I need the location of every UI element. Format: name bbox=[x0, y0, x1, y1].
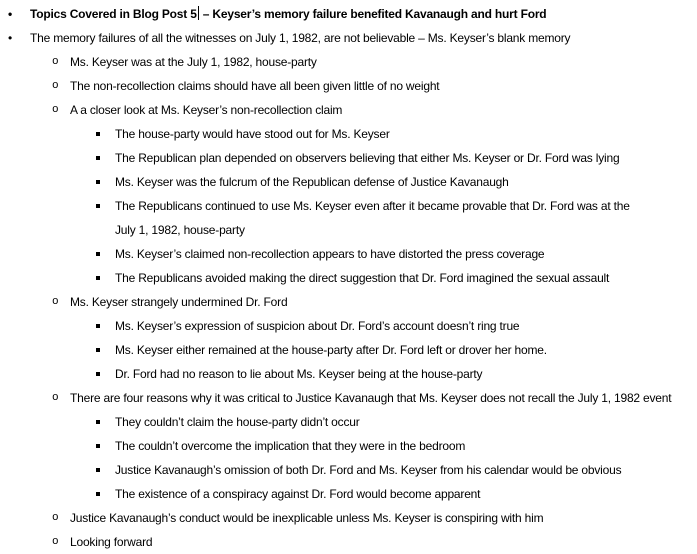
outline-item-text[interactable]: Looking forward bbox=[70, 535, 153, 549]
outline-item bbox=[0, 146, 697, 170]
outline-item bbox=[0, 338, 697, 362]
blog-post-outline bbox=[0, 2, 697, 554]
square-bullet-icon bbox=[96, 444, 100, 448]
square-bullet-icon bbox=[96, 204, 100, 208]
square-bullet-icon bbox=[96, 180, 100, 184]
outline-item-text[interactable]: Dr. Ford had no reason to lie about Ms. Keyser being at the house-party bbox=[115, 367, 483, 381]
square-bullet-icon bbox=[96, 156, 100, 160]
outline-item bbox=[0, 26, 697, 50]
outline-item-text[interactable]: Ms. Keyser’s expression of suspicion about Dr. Ford’s account doesn’t ring true bbox=[115, 319, 520, 333]
outline-item-text[interactable]: Justice Kavanaugh’s conduct would be inexplicable unless Ms. Keyser is conspiring with him bbox=[70, 511, 544, 525]
outline-item-text[interactable]: Ms. Keyser was the fulcrum of the Republican defense of Justice Kavanaugh bbox=[115, 175, 509, 189]
square-bullet-icon bbox=[96, 252, 100, 256]
outline-item-text[interactable] bbox=[115, 194, 630, 242]
outline-item-text[interactable]: Ms. Keyser strangely undermined Dr. Ford bbox=[70, 295, 288, 309]
outline-item-text[interactable]: The non-recollection claims should have all been given little of no weight bbox=[70, 79, 440, 93]
text-after-cursor[interactable]: – Keyser’s memory failure benefited Kavanaugh and hurt Ford bbox=[199, 7, 547, 21]
outline-item bbox=[0, 410, 697, 434]
outline-item-text[interactable] bbox=[30, 7, 546, 21]
outline-item-text[interactable]: Ms. Keyser was at the July 1, 1982, house-party bbox=[70, 55, 317, 69]
circle-bullet-icon: o bbox=[52, 80, 59, 92]
circle-bullet-icon: o bbox=[52, 392, 59, 404]
square-bullet-icon bbox=[96, 348, 100, 352]
outline-item bbox=[0, 362, 697, 386]
outline-item-text[interactable]: The house-party would have stood out for Ms. Keyser bbox=[115, 127, 390, 141]
outline-item-text[interactable]: The existence of a conspiracy against Dr. Ford would become apparent bbox=[115, 487, 481, 501]
square-bullet-icon bbox=[96, 372, 100, 376]
outline-item bbox=[0, 194, 697, 242]
outline-item bbox=[0, 434, 697, 458]
outline-item-text[interactable]: Ms. Keyser’s claimed non-recollection appears to have distorted the press coverage bbox=[115, 247, 545, 261]
disc-bullet-icon: • bbox=[8, 7, 13, 21]
disc-bullet-icon: • bbox=[8, 31, 13, 45]
text-before-cursor[interactable]: Topics Covered in Blog Post 5 bbox=[30, 7, 197, 21]
outline-item-text[interactable]: Justice Kavanaugh’s omission of both Dr. Ford and Ms. Keyser from his calendar would be obvious bbox=[115, 463, 622, 477]
outline-item-text[interactable]: The Republicans avoided making the direct suggestion that Dr. Ford imagined the sexual assault bbox=[115, 271, 610, 285]
square-bullet-icon bbox=[96, 324, 100, 328]
outline-item bbox=[0, 50, 697, 74]
outline-item bbox=[0, 314, 697, 338]
outline-item bbox=[0, 506, 697, 530]
circle-bullet-icon: o bbox=[52, 536, 59, 548]
outline-item bbox=[0, 458, 697, 482]
square-bullet-icon bbox=[96, 276, 100, 280]
outline-item bbox=[0, 482, 697, 506]
outline-item-text[interactable]: They couldn’t claim the house-party didn’t occur bbox=[115, 415, 360, 429]
text-cursor bbox=[198, 6, 199, 20]
circle-bullet-icon: o bbox=[52, 296, 59, 308]
wrapped-line-1[interactable]: The Republicans continued to use Ms. Keyser even after it became provable that Dr. Ford was at the bbox=[115, 199, 630, 213]
outline-item-text[interactable]: The Republican plan depended on observers believing that either Ms. Keyser or Dr. Ford was lying bbox=[115, 151, 620, 165]
outline-item bbox=[0, 290, 697, 314]
square-bullet-icon bbox=[96, 420, 100, 424]
outline-item bbox=[0, 170, 697, 194]
outline-item-text[interactable]: The couldn’t overcome the implication that they were in the bedroom bbox=[115, 439, 466, 453]
outline-item bbox=[0, 242, 697, 266]
outline-item bbox=[0, 266, 697, 290]
outline-item bbox=[0, 530, 697, 554]
square-bullet-icon bbox=[96, 132, 100, 136]
outline-item bbox=[0, 98, 697, 122]
square-bullet-icon bbox=[96, 492, 100, 496]
outline-item-text[interactable]: A a closer look at Ms. Keyser’s non-recollection claim bbox=[70, 103, 343, 117]
circle-bullet-icon: o bbox=[52, 104, 59, 116]
circle-bullet-icon: o bbox=[52, 56, 59, 68]
outline-item-text[interactable]: There are four reasons why it was critical to Justice Kavanaugh that Ms. Keyser does not recall the July 1, 1982 event bbox=[70, 391, 672, 405]
outline-item bbox=[0, 2, 697, 26]
wrapped-line-2[interactable]: July 1, 1982, house-party bbox=[115, 223, 245, 237]
outline-item bbox=[0, 122, 697, 146]
outline-item-text[interactable]: The memory failures of all the witnesses on July 1, 1982, are not believable – Ms. Keyser’s blank memory bbox=[30, 31, 571, 45]
outline-item bbox=[0, 386, 697, 410]
square-bullet-icon bbox=[96, 468, 100, 472]
outline-item-text[interactable]: Ms. Keyser either remained at the house-party after Dr. Ford left or drover her home. bbox=[115, 343, 547, 357]
outline-item bbox=[0, 74, 697, 98]
circle-bullet-icon: o bbox=[52, 512, 59, 524]
